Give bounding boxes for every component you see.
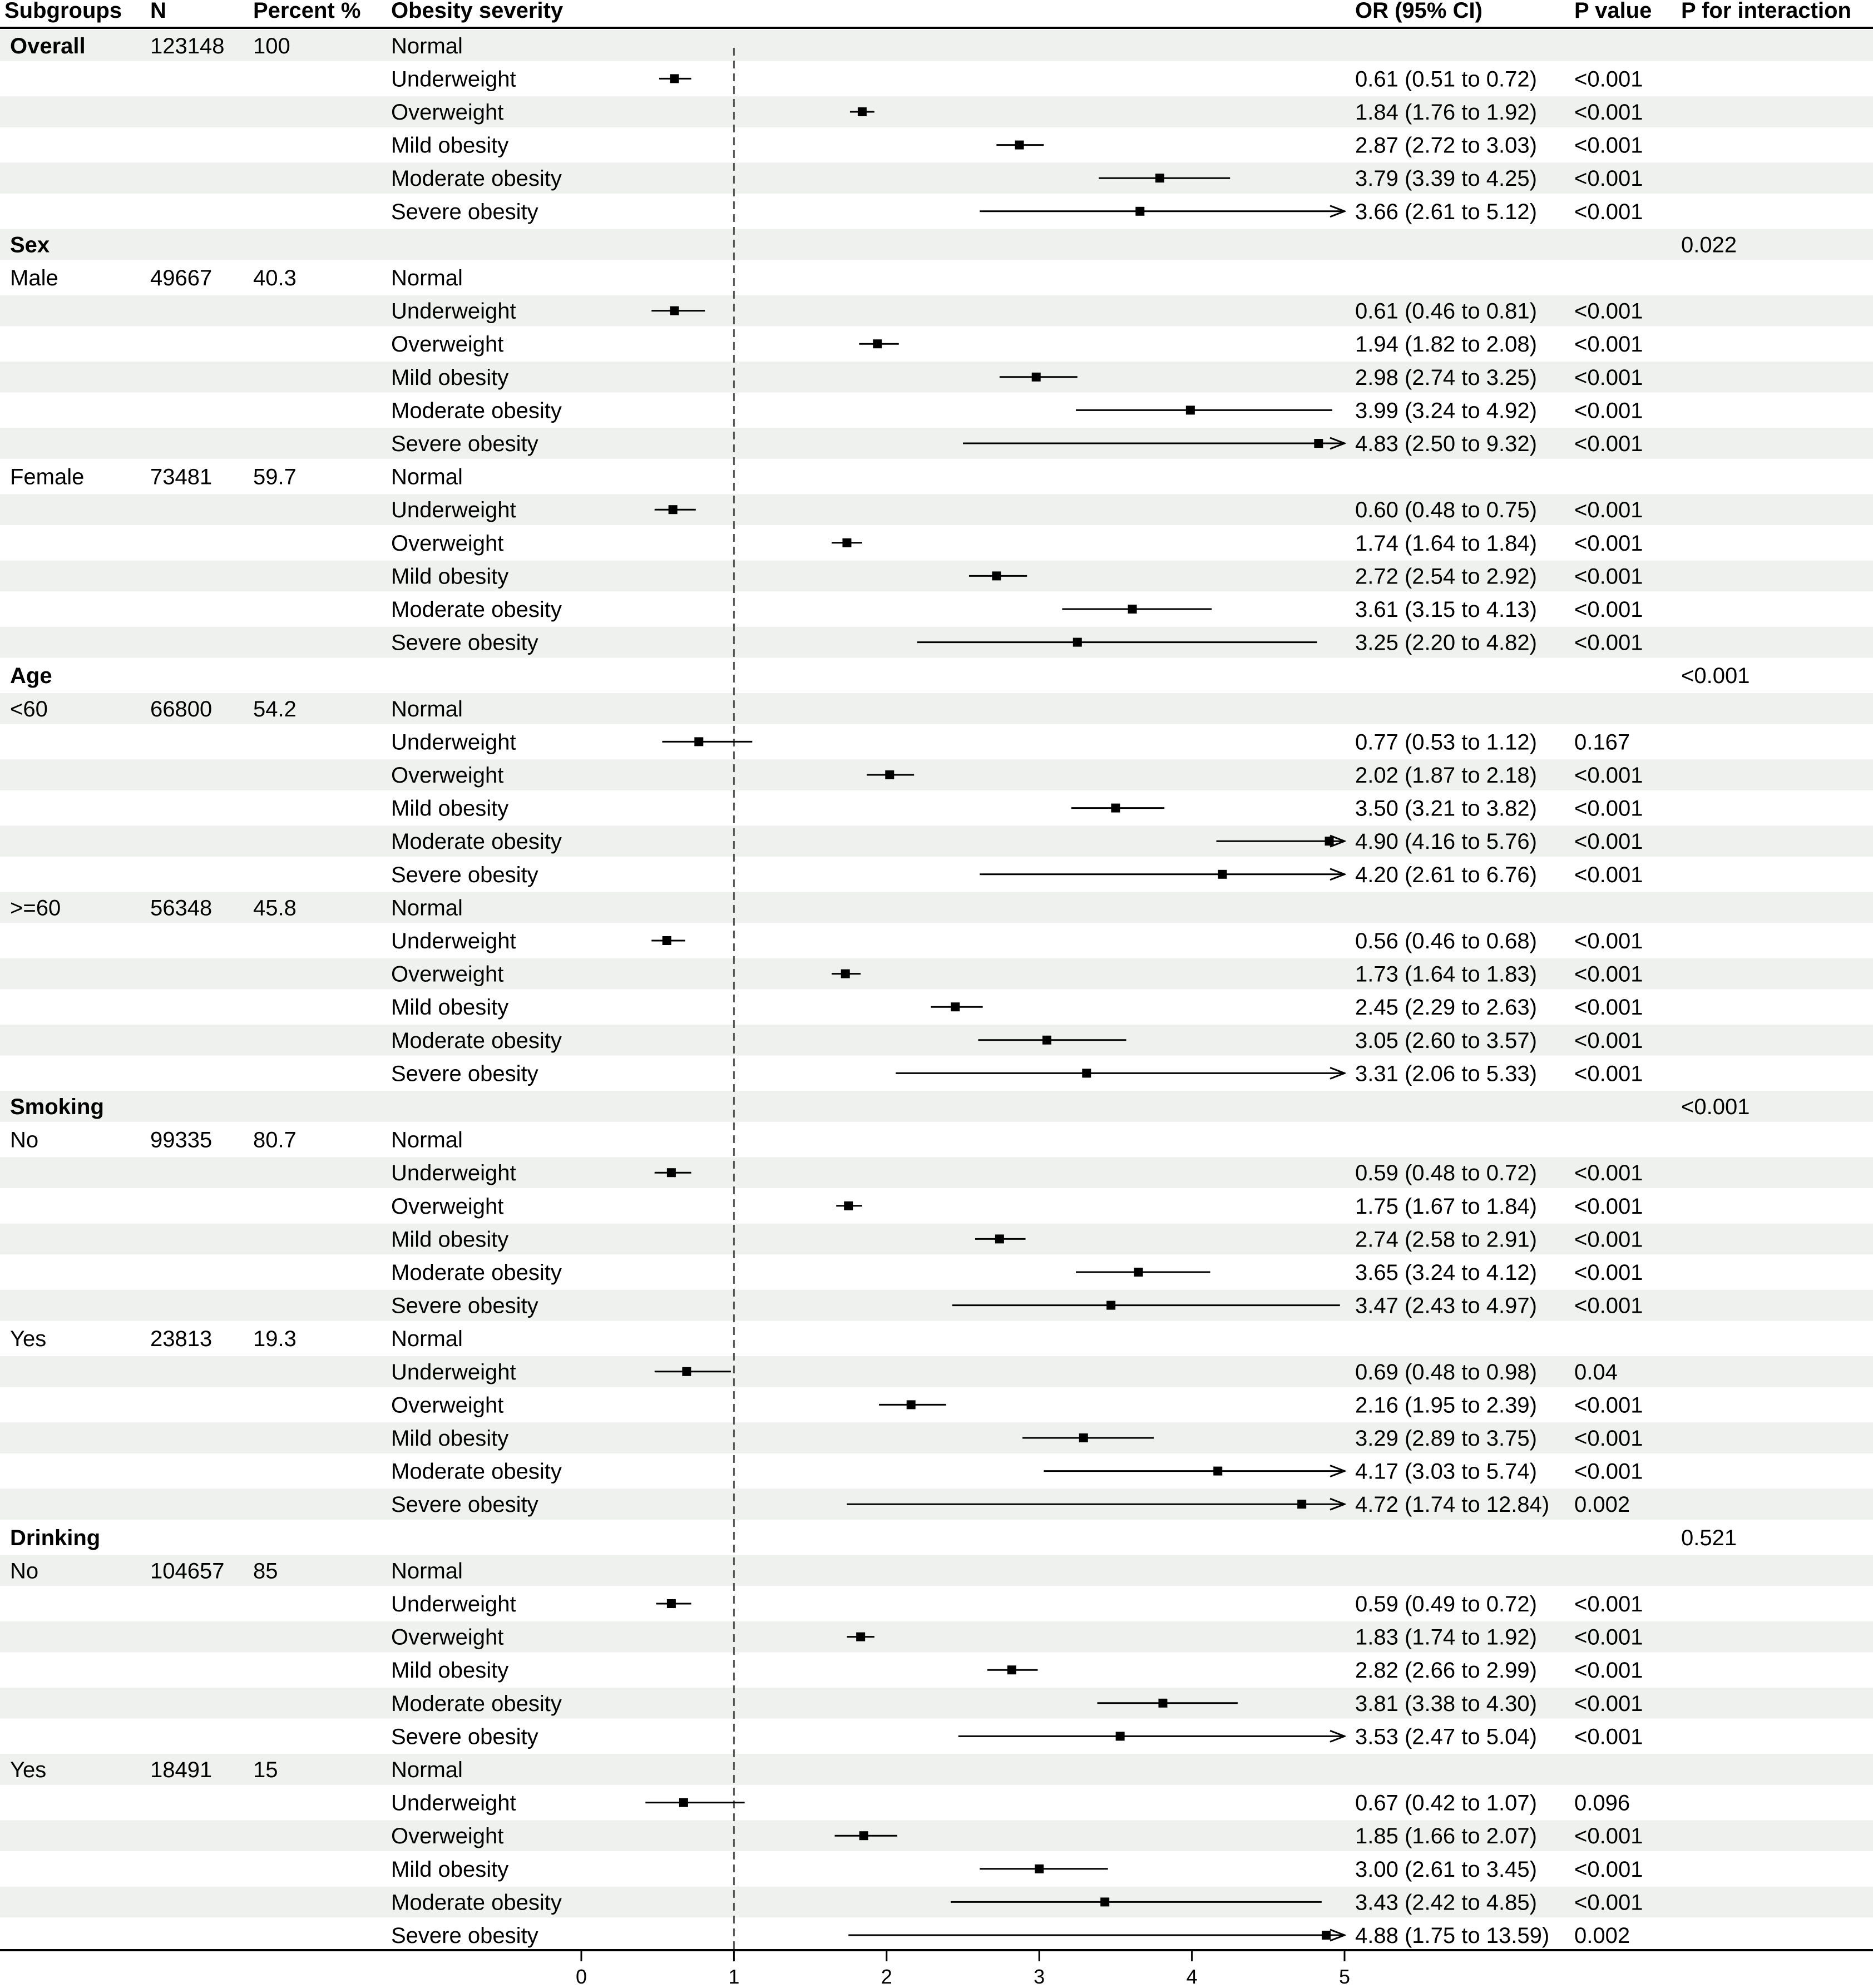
cell-severity: Overweight (391, 1824, 504, 1849)
point-estimate (670, 74, 679, 83)
cell-percent: 19.3 (253, 1327, 296, 1352)
cell-severity: Moderate obesity (391, 597, 562, 622)
cell-or-ci: 0.59 (0.49 to 0.72) (1355, 1592, 1537, 1616)
point-estimate (1082, 1069, 1091, 1077)
cell-severity: Normal (391, 1127, 463, 1153)
cell-or-ci: 1.75 (1.67 to 1.84) (1355, 1194, 1537, 1219)
point-estimate (1325, 837, 1334, 845)
cell-severity: Underweight (391, 1592, 516, 1616)
cell-severity: Overweight (391, 1194, 504, 1219)
cell-severity: Overweight (391, 531, 504, 556)
point-estimate (1314, 439, 1323, 448)
point-estimate (1106, 1301, 1115, 1310)
cell-p-value: 0.002 (1574, 1923, 1630, 1948)
header-subgroups: Subgroups (4, 0, 122, 23)
cell-p-interaction: 0.022 (1681, 233, 1737, 258)
point-estimate (1007, 1665, 1016, 1674)
cell-severity: Severe obesity (391, 1061, 538, 1086)
cell-severity: Overweight (391, 100, 504, 125)
cell-or-ci: 4.20 (2.61 to 6.76) (1355, 862, 1537, 887)
point-estimate (1015, 141, 1024, 150)
cell-subgroup: No (10, 1559, 39, 1584)
cell-or-ci: 2.02 (1.87 to 2.18) (1355, 763, 1537, 788)
row-stripe (0, 1091, 1873, 1122)
cell-or-ci: 3.81 (3.38 to 4.30) (1355, 1691, 1537, 1716)
cell-percent: 80.7 (253, 1127, 296, 1153)
cell-severity: Moderate obesity (391, 398, 562, 423)
cell-percent: 40.3 (253, 266, 296, 290)
point-estimate (694, 737, 703, 746)
cell-or-ci: 4.83 (2.50 to 9.32) (1355, 432, 1537, 456)
cell-severity: Moderate obesity (391, 829, 562, 854)
cell-or-ci: 1.74 (1.64 to 1.84) (1355, 531, 1537, 556)
cell-or-ci: 4.90 (4.16 to 5.76) (1355, 829, 1537, 854)
cell-p-value: 0.167 (1574, 730, 1630, 755)
cell-p-value: <0.001 (1574, 1658, 1643, 1683)
cell-severity: Severe obesity (391, 1923, 538, 1948)
cell-p-value: <0.001 (1574, 299, 1643, 324)
point-estimate (858, 107, 867, 116)
cell-or-ci: 2.16 (1.95 to 2.39) (1355, 1393, 1537, 1418)
cell-percent: 59.7 (253, 464, 296, 489)
cell-subgroup: Male (10, 266, 58, 290)
cell-severity: Overweight (391, 962, 504, 987)
x-tick-label: 1 (728, 1965, 740, 1988)
cell-subgroup: Overall (10, 33, 86, 58)
point-estimate (951, 1002, 960, 1011)
point-estimate (1297, 1500, 1306, 1509)
cell-p-value: <0.001 (1574, 365, 1643, 390)
x-tick-label: 0 (575, 1965, 587, 1988)
cell-severity: Normal (391, 1758, 463, 1782)
cell-severity: Overweight (391, 763, 504, 788)
cell-or-ci: 0.67 (0.42 to 1.07) (1355, 1791, 1537, 1816)
cell-subgroup: <60 (10, 696, 48, 721)
cell-severity: Moderate obesity (391, 1890, 562, 1915)
cell-or-ci: 3.47 (2.43 to 4.97) (1355, 1293, 1537, 1318)
cell-severity: Normal (391, 1559, 463, 1584)
cell-or-ci: 1.94 (1.82 to 2.08) (1355, 332, 1537, 357)
point-estimate (859, 1831, 868, 1840)
cell-percent: 15 (253, 1758, 278, 1782)
cell-p-value: <0.001 (1574, 1227, 1643, 1252)
cell-or-ci: 2.82 (2.66 to 2.99) (1355, 1658, 1537, 1683)
cell-or-ci: 2.98 (2.74 to 3.25) (1355, 365, 1537, 390)
point-estimate (669, 505, 678, 514)
cell-severity: Underweight (391, 299, 516, 324)
x-tick-label: 4 (1186, 1965, 1198, 1988)
cell-p-value: <0.001 (1574, 597, 1643, 622)
cell-n: 104657 (150, 1559, 225, 1584)
point-estimate (1128, 605, 1137, 614)
point-estimate (1100, 1897, 1109, 1906)
cell-p-value: 0.04 (1574, 1359, 1618, 1384)
point-estimate (995, 1234, 1004, 1243)
cell-severity: Underweight (391, 1359, 516, 1384)
point-estimate (1042, 1036, 1051, 1045)
cell-or-ci: 4.17 (3.03 to 5.74) (1355, 1459, 1537, 1484)
cell-p-value: <0.001 (1574, 67, 1643, 92)
cell-or-ci: 3.00 (2.61 to 3.45) (1355, 1857, 1537, 1882)
cell-or-ci: 0.60 (0.48 to 0.75) (1355, 498, 1537, 523)
cell-or-ci: 3.99 (3.24 to 4.92) (1355, 398, 1537, 423)
header-p-value: P value (1574, 0, 1652, 23)
cell-or-ci: 3.43 (2.42 to 4.85) (1355, 1890, 1537, 1915)
cell-severity: Severe obesity (391, 1724, 538, 1749)
point-estimate (1213, 1467, 1222, 1476)
point-estimate (1135, 207, 1144, 216)
cell-or-ci: 3.79 (3.39 to 4.25) (1355, 166, 1537, 191)
x-tick-label: 2 (881, 1965, 892, 1988)
cell-severity: Normal (391, 1327, 463, 1352)
cell-p-value: <0.001 (1574, 796, 1643, 821)
cell-or-ci: 2.45 (2.29 to 2.63) (1355, 995, 1537, 1020)
cell-or-ci: 2.72 (2.54 to 2.92) (1355, 564, 1537, 589)
point-estimate (1116, 1732, 1125, 1740)
cell-n: 23813 (150, 1327, 212, 1352)
cell-subgroup: >=60 (10, 896, 61, 921)
cell-or-ci: 4.72 (1.74 to 12.84) (1355, 1492, 1550, 1517)
cell-or-ci: 0.56 (0.46 to 0.68) (1355, 929, 1537, 953)
cell-severity: Overweight (391, 1393, 504, 1418)
cell-severity: Normal (391, 696, 463, 721)
cell-or-ci: 3.05 (2.60 to 3.57) (1355, 1028, 1537, 1053)
cell-p-value: <0.001 (1574, 763, 1643, 788)
cell-p-value: <0.001 (1574, 1426, 1643, 1451)
cell-p-value: <0.001 (1574, 1393, 1643, 1418)
cell-severity: Moderate obesity (391, 1260, 562, 1285)
point-estimate (1186, 405, 1195, 414)
cell-p-value: <0.001 (1574, 1625, 1643, 1650)
point-estimate (670, 306, 679, 315)
point-estimate (1079, 1433, 1088, 1442)
cell-subgroup: Female (10, 464, 85, 489)
cell-subgroup: Sex (10, 233, 50, 258)
cell-severity: Mild obesity (391, 796, 509, 821)
cell-n: 56348 (150, 896, 212, 921)
point-estimate (873, 339, 882, 348)
cell-percent: 100 (253, 33, 290, 58)
cell-or-ci: 1.73 (1.64 to 1.83) (1355, 962, 1537, 987)
cell-or-ci: 3.31 (2.06 to 5.33) (1355, 1061, 1537, 1086)
cell-severity: Underweight (391, 730, 516, 755)
cell-severity: Mild obesity (391, 995, 509, 1020)
cell-percent: 45.8 (253, 896, 296, 921)
cell-p-value: 0.002 (1574, 1492, 1630, 1517)
forest-marks (645, 74, 1345, 1940)
point-estimate (1322, 1931, 1331, 1940)
cell-p-value: <0.001 (1574, 995, 1643, 1020)
cell-p-value: <0.001 (1574, 962, 1643, 987)
cell-severity: Mild obesity (391, 365, 509, 390)
cell-p-interaction: <0.001 (1681, 664, 1750, 689)
cell-p-value: <0.001 (1574, 332, 1643, 357)
cell-severity: Severe obesity (391, 630, 538, 655)
cell-severity: Underweight (391, 498, 516, 523)
point-estimate (842, 538, 851, 547)
cell-or-ci: 1.83 (1.74 to 1.92) (1355, 1625, 1537, 1650)
cell-p-value: <0.001 (1574, 1293, 1643, 1318)
point-estimate (1158, 1699, 1167, 1708)
point-estimate (1111, 804, 1120, 813)
cell-n: 66800 (150, 696, 212, 721)
cell-n: 99335 (150, 1127, 212, 1153)
header-obesity-severity: Obesity severity (391, 0, 564, 23)
cell-or-ci: 3.53 (2.47 to 5.04) (1355, 1724, 1537, 1749)
cell-severity: Underweight (391, 929, 516, 953)
header-percent: Percent % (253, 0, 361, 23)
cell-n: 123148 (150, 33, 225, 58)
cell-severity: Mild obesity (391, 1857, 509, 1882)
cell-or-ci: 1.85 (1.66 to 2.07) (1355, 1824, 1537, 1849)
x-axis (576, 1951, 1350, 1988)
cell-severity: Severe obesity (391, 1492, 538, 1517)
cell-severity: Underweight (391, 67, 516, 92)
cell-p-value: <0.001 (1574, 432, 1643, 456)
cell-or-ci: 3.50 (3.21 to 3.82) (1355, 796, 1537, 821)
point-estimate (679, 1798, 688, 1807)
point-estimate (1134, 1268, 1143, 1277)
x-tick-label: 5 (1338, 1965, 1351, 1988)
cell-or-ci: 1.84 (1.76 to 1.92) (1355, 100, 1537, 125)
cell-or-ci: 0.59 (0.48 to 0.72) (1355, 1161, 1537, 1186)
point-estimate (856, 1633, 865, 1641)
cell-p-interaction: <0.001 (1681, 1095, 1750, 1119)
cell-severity: Mild obesity (391, 133, 509, 158)
cell-n: 73481 (150, 464, 212, 489)
cell-p-value: <0.001 (1574, 564, 1643, 589)
header-row (4, 0, 1851, 23)
point-estimate (1032, 373, 1041, 382)
cell-subgroup: No (10, 1127, 39, 1153)
cell-p-value: <0.001 (1574, 1028, 1643, 1053)
cell-subgroup: Yes (10, 1758, 47, 1782)
cell-p-value: <0.001 (1574, 862, 1643, 887)
cell-subgroup: Age (10, 664, 52, 689)
point-estimate (663, 936, 671, 945)
cell-percent: 54.2 (253, 696, 296, 721)
cell-severity: Severe obesity (391, 199, 538, 224)
row-stripe (0, 1555, 1873, 1586)
point-estimate (885, 770, 894, 779)
point-estimate (844, 1201, 853, 1210)
cell-n: 18491 (150, 1758, 212, 1782)
cell-p-value: <0.001 (1574, 133, 1643, 158)
cell-or-ci: 4.88 (1.75 to 13.59) (1355, 1923, 1550, 1948)
point-estimate (992, 571, 1001, 580)
cell-subgroup: Drinking (10, 1525, 101, 1550)
cell-or-ci: 0.69 (0.48 to 0.98) (1355, 1359, 1537, 1384)
cell-p-value: <0.001 (1574, 531, 1643, 556)
header-p-interaction: P for interaction (1681, 0, 1851, 23)
cell-severity: Moderate obesity (391, 166, 562, 191)
point-estimate (1073, 638, 1082, 647)
cell-severity: Normal (391, 896, 463, 921)
cell-or-ci: 0.77 (0.53 to 1.12) (1355, 730, 1537, 755)
cell-severity: Normal (391, 33, 463, 58)
cell-p-value: <0.001 (1574, 1459, 1643, 1484)
row-stripe (0, 1754, 1873, 1785)
point-estimate (907, 1400, 916, 1409)
cell-subgroup: Yes (10, 1327, 47, 1352)
cell-severity: Mild obesity (391, 564, 509, 589)
cell-severity: Underweight (391, 1161, 516, 1186)
cell-p-value: 0.096 (1574, 1791, 1630, 1816)
cell-p-value: <0.001 (1574, 1691, 1643, 1716)
point-estimate (667, 1168, 676, 1177)
cell-or-ci: 2.87 (2.72 to 3.03) (1355, 133, 1537, 158)
cell-p-value: <0.001 (1574, 1857, 1643, 1882)
cell-p-value: <0.001 (1574, 1592, 1643, 1616)
cell-subgroup: Smoking (10, 1095, 104, 1119)
cell-severity: Mild obesity (391, 1658, 509, 1683)
point-estimate (1218, 870, 1227, 879)
cell-p-value: <0.001 (1574, 100, 1643, 125)
cell-or-ci: 3.29 (2.89 to 3.75) (1355, 1426, 1537, 1451)
cell-p-value: <0.001 (1574, 630, 1643, 655)
cell-p-value: <0.001 (1574, 199, 1643, 224)
cell-severity: Moderate obesity (391, 1459, 562, 1484)
row-stripe (0, 229, 1873, 260)
point-estimate (1155, 174, 1164, 182)
cell-p-value: <0.001 (1574, 1824, 1643, 1849)
cell-severity: Overweight (391, 332, 504, 357)
x-tick-label: 3 (1034, 1965, 1045, 1988)
cell-severity: Normal (391, 464, 463, 489)
point-estimate (667, 1599, 676, 1608)
cell-p-value: <0.001 (1574, 1724, 1643, 1749)
cell-severity: Mild obesity (391, 1426, 509, 1451)
cell-p-value: <0.001 (1574, 498, 1643, 523)
cell-severity: Overweight (391, 1625, 504, 1650)
cell-severity: Underweight (391, 1791, 516, 1816)
point-estimate (682, 1367, 691, 1376)
cell-severity: Moderate obesity (391, 1028, 562, 1053)
point-estimate (1035, 1865, 1044, 1873)
cell-severity: Severe obesity (391, 1293, 538, 1318)
cell-or-ci: 3.61 (3.15 to 4.13) (1355, 597, 1537, 622)
point-estimate (841, 970, 850, 978)
cell-p-value: <0.001 (1574, 829, 1643, 854)
cell-p-value: <0.001 (1574, 1161, 1643, 1186)
cell-p-value: <0.001 (1574, 1260, 1643, 1285)
cell-p-value: <0.001 (1574, 166, 1643, 191)
cell-or-ci: 3.66 (2.61 to 5.12) (1355, 199, 1537, 224)
cell-percent: 85 (253, 1559, 278, 1584)
cell-severity: Moderate obesity (391, 1691, 562, 1716)
cell-or-ci: 0.61 (0.51 to 0.72) (1355, 67, 1537, 92)
cell-p-value: <0.001 (1574, 398, 1643, 423)
cell-or-ci: 3.65 (3.24 to 4.12) (1355, 1260, 1537, 1285)
cell-severity: Normal (391, 266, 463, 290)
cell-p-interaction: 0.521 (1681, 1525, 1737, 1550)
cell-p-value: <0.001 (1574, 1890, 1643, 1915)
cell-severity: Severe obesity (391, 432, 538, 456)
cell-severity: Severe obesity (391, 862, 538, 887)
header-n: N (150, 0, 166, 23)
cell-or-ci: 0.61 (0.46 to 0.81) (1355, 299, 1537, 324)
cell-p-value: <0.001 (1574, 1194, 1643, 1219)
cell-p-value: <0.001 (1574, 1061, 1643, 1086)
cell-severity: Mild obesity (391, 1227, 509, 1252)
header-or-ci: OR (95% CI) (1355, 0, 1482, 23)
cell-or-ci: 3.25 (2.20 to 4.82) (1355, 630, 1537, 655)
cell-n: 49667 (150, 266, 212, 290)
cell-p-value: <0.001 (1574, 929, 1643, 953)
cell-or-ci: 2.74 (2.58 to 2.91) (1355, 1227, 1537, 1252)
